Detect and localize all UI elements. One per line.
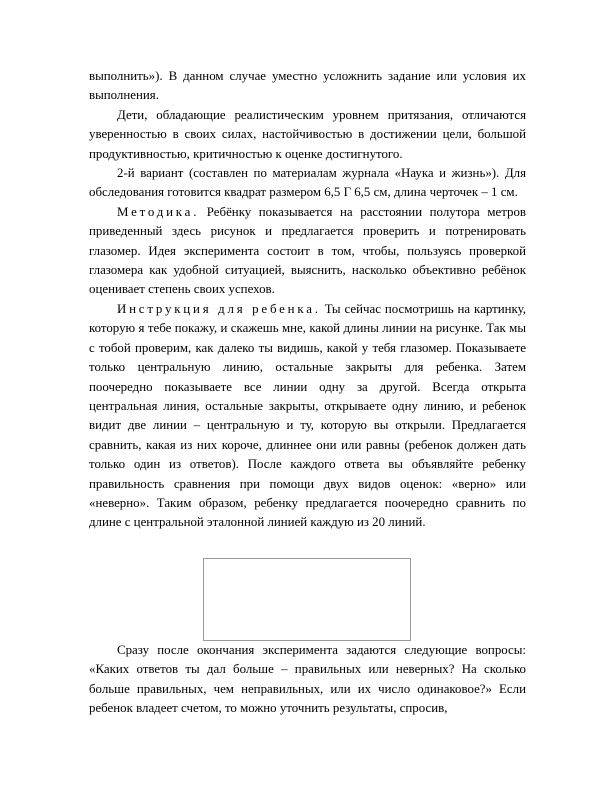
text-block-upper <box>89 67 526 533</box>
paragraph-variant-2: 2-й вариант (составлен по материалам журнала «Наука и жизнь»). Для обследования готовится квадрат размером 6,5 Г 6,5 см, длина черточек – 1 см. <box>89 166 526 200</box>
instruction-heading: Инструкция для ребенка. <box>117 301 321 316</box>
method-heading: Методика. <box>117 204 200 219</box>
paragraph-continuation: выполнить»). В данном случае уместно усложнить задание или условия их выполнения. <box>89 69 526 103</box>
instruction-text: Ты сейчас посмотришь на картинку, которую я тебе покажу, и скажешь мне, какой длины линии на рисунке. Так мы с тобой проверим, как далеко ты видишь, какой у тебя глазомер. Показываете только центральную линию, остальные закрыты для ребенка. Затем поочередно показываете все линии одну за другой. Всегда открыта центральная линия, остальные закрыты, открываете одну линию, и ребенок видит две линии – центральную и ту, которую вы открыли. Предлагается сравнить, какая из них короче, длиннее они или равны (ребенок должен дать только один из ответов). После каждого ответа вы объявляйте ребенку правильность сравнения при помощи двух видов оценок: «верно» или «неверно». Таким образом, ребенку предлагается поочередно сравнить по длине с центральной эталонной линией каждую из 20 линий. <box>89 301 527 530</box>
paragraph-questions: Сразу после окончания эксперимента задаются следующие вопросы: «Каких ответов ты дал больше – правильных или неверных? На сколько больше правильных, чем неправильных, или их число одинаковое?» Если ребенок владеет счетом, то можно уточнить результаты, спросив, <box>89 643 526 716</box>
figure-placeholder <box>203 558 411 641</box>
paragraph-realistic-level: Дети, обладающие реалистическим уровнем притязания, отличаются уверенностью в своих силах, настойчивостью в достижении цели, большой продуктивностью, критичностью к оценке достигнутого. <box>89 107 526 161</box>
method-text: Ребёнку показывается на расстоянии полутора метров приведенный здесь рисунок и предлагается проверить и потренировать глазомер. Идея эксперимента состоит в том, чтобы, пользуясь проверкой глазомера как удобной ситуацией, выяснить, насколько объективно ребёнок оценивает степень своих успехов. <box>89 204 526 297</box>
paragraph-method <box>89 203 526 300</box>
text-block-lower <box>89 641 526 719</box>
paragraph-instruction <box>89 300 526 533</box>
